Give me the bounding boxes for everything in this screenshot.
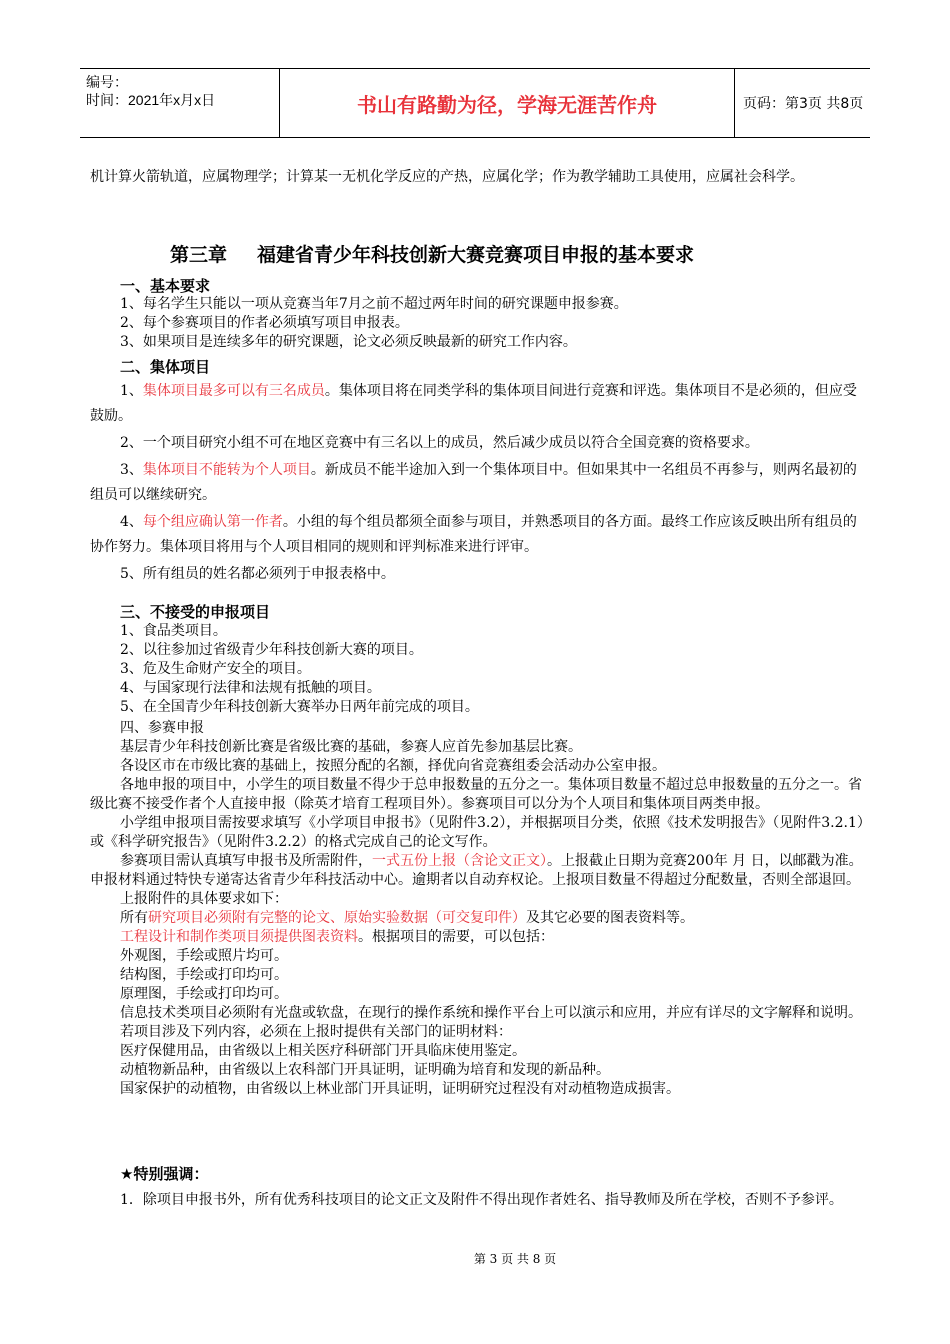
highlight-text: 集体项目不能转为个人项目 [142, 462, 311, 478]
paragraph: 上报附件的具体要求如下： [120, 891, 288, 907]
list-item: 1、食品类项目。 [120, 623, 227, 639]
paragraph-text: 所有 [120, 910, 148, 926]
chapter-number: 第三章 [170, 244, 228, 266]
paragraph-text: 。根据项目的需要，可以包括： [358, 929, 554, 945]
paragraph-text: 。上报截止日期为竞赛200年 月 日，以邮戳为准。申报材料通过特快专递寄达省青少年科技活动中心。逾期者以自动弃权论。上报项目数量不得超过分配数量，否则全部退回。 [90, 853, 863, 888]
list-item: 2、每个参赛项目的作者必须填写项目申报表。 [120, 315, 409, 331]
paragraph [90, 852, 866, 890]
paragraph [90, 928, 866, 947]
list-item [90, 510, 866, 560]
list-item: 1、每名学生只能以一项从竞赛当年7月之前不超过两年时间的研究课题申报参赛。 [120, 296, 628, 312]
paragraph-text: 及其它必要的图表资料等。 [526, 910, 694, 926]
header-motto: 书山有路勤为径，学海无涯苦作舟 [280, 69, 735, 137]
paragraph: 国家保护的动植物，由省级以上林业部门开具证明，证明研究过程没有对动植物造成损害。 [120, 1081, 680, 1097]
section-application [90, 719, 866, 1099]
header-time: 时间：2021年x月x日 [86, 92, 216, 108]
item-number: 4、 [120, 514, 143, 530]
header-meta [80, 69, 280, 137]
page-header [80, 68, 870, 138]
list-item: 2、以往参加过省级青少年科技创新大赛的项目。 [120, 642, 423, 658]
list-item: 3、危及生命财产安全的项目。 [120, 661, 311, 677]
highlight-text: 集体项目最多可以有三名成员 [142, 383, 325, 399]
list-item [90, 458, 866, 508]
paragraph: 结构图，手绘或打印均可。 [120, 967, 288, 983]
paragraph: 各设区市在市级比赛的基础上，按照分配的名额，择优向省竞赛组委会活动办公室申报。 [120, 758, 666, 774]
section-title: 三、不接受的申报项目 [120, 603, 271, 621]
paragraph: 原理图，手绘或打印均可。 [120, 986, 288, 1002]
list-item: 5、在全国青少年科技创新大赛举办日两年前完成的项目。 [120, 699, 479, 715]
item-number: 1、 [120, 383, 143, 399]
list-item: 3、如果项目是连续多年的研究课题，论文必须反映最新的研究工作内容。 [120, 334, 577, 350]
section-title: 二、集体项目 [120, 358, 211, 376]
paragraph: 小学组申报项目需按要求填写《小学项目申报书》（见附件3.2），并根据项目分类，依照《技术发明报告》（见附件3.2.1）或《科学研究报告》（见附件3.2.2）的格式完成自己的论文写作。 [90, 815, 864, 850]
item-text: 。集体项目将在同类学科的集体项目间进行竞赛和评选。集体项目不是必须的，但应受鼓励。 [90, 383, 857, 424]
paragraph: 1．除项目申报书外，所有优秀科技项目的论文正文及附件不得出现作者姓名、指导教师及所在学校，否则不予参评。 [120, 1192, 843, 1208]
section-title: 一、基本要求 [120, 277, 211, 295]
paragraph: 信息技术类项目必须附有光盘或软盘，在现行的操作系统和操作平台上可以演示和应用，并应有详尽的文字解释和说明。 [120, 1005, 862, 1021]
header-number: 编号： [86, 74, 128, 90]
paragraph: 动植物新品种，由省级以上农科部门开具证明，证明确为培育和发现的新品种。 [120, 1062, 610, 1078]
section-title: 四、参赛申报 [120, 720, 204, 736]
highlight-text: 一式五份上报（含论文正文） [372, 853, 547, 869]
item-text: 。新成员不能半途加入到一个集体项目中。但如果其中一名组员不再参与，则两名最初的组员可以继续研究。 [90, 462, 857, 503]
section-rejected-projects [90, 602, 866, 717]
chapter-title: 福建省青少年科技创新大赛竞赛项目申报的基本要求 [257, 244, 695, 266]
item-text: 。小组的每个组员都须全面参与项目，并熟悉项目的各方面。最终工作应该反映出所有组员的协作努力。集体项目将用与个人项目相同的规则和评判标准来进行评审。 [90, 514, 857, 555]
item-number: 3、 [120, 462, 143, 478]
paragraph: 基层青少年科技创新比赛是省级比赛的基础，参赛人应首先参加基层比赛。 [120, 739, 582, 755]
section-group-projects [90, 357, 866, 587]
paragraph: 外观图，手绘或照片均可。 [120, 948, 288, 964]
page-footer: 第 3 页 共 8 页 [473, 1252, 557, 1266]
header-page-number: 页码：第3页 共8页 [743, 96, 864, 112]
paragraph: 各地申报的项目中，小学生的项目数量不得少于总申报数量的五分之一。集体项目数量不超过总申报数量的五分之一。省级比赛不接受作者个人直接申报（除英才培育工程项目外）。参赛项目可以分为个人项目和集体项目两类申报。 [90, 777, 862, 812]
highlight-text: 每个组应确认第一作者 [142, 514, 283, 530]
special-emphasis [90, 1163, 866, 1213]
paragraph: 医疗保健用品，由省级以上相关医疗科研部门开具临床使用鉴定。 [120, 1043, 526, 1059]
section-basic-requirements [90, 277, 866, 352]
chapter-heading [170, 240, 694, 267]
list-item: 5、所有组员的姓名都必须列于申报表格中。 [120, 566, 395, 582]
list-item: 2、一个项目研究小组不可在地区竞赛中有三名以上的成员，然后减少成员以符合全国竞赛的资格要求。 [120, 435, 759, 451]
paragraph-text: 参赛项目需认真填写申报书及所需附件， [120, 853, 372, 869]
paragraph [90, 909, 866, 928]
paragraph: 若项目涉及下列内容，必须在上报时提供有关部门的证明材料： [120, 1024, 512, 1040]
section-title: ★特别强调： [120, 1165, 209, 1183]
list-item: 4、与国家现行法律和法规有抵触的项目。 [120, 680, 381, 696]
intro-paragraph: 机计算火箭轨道，应属物理学；计算某一无机化学反应的产热，应属化学；作为教学辅助工具使用，应属社会科学。 [90, 169, 804, 185]
list-item [90, 379, 866, 429]
highlight-text: 工程设计和制作类项目须提供图表资料 [120, 929, 358, 945]
highlight-text: 研究项目必须附有完整的论文、原始实验数据（可交复印件） [148, 910, 526, 926]
